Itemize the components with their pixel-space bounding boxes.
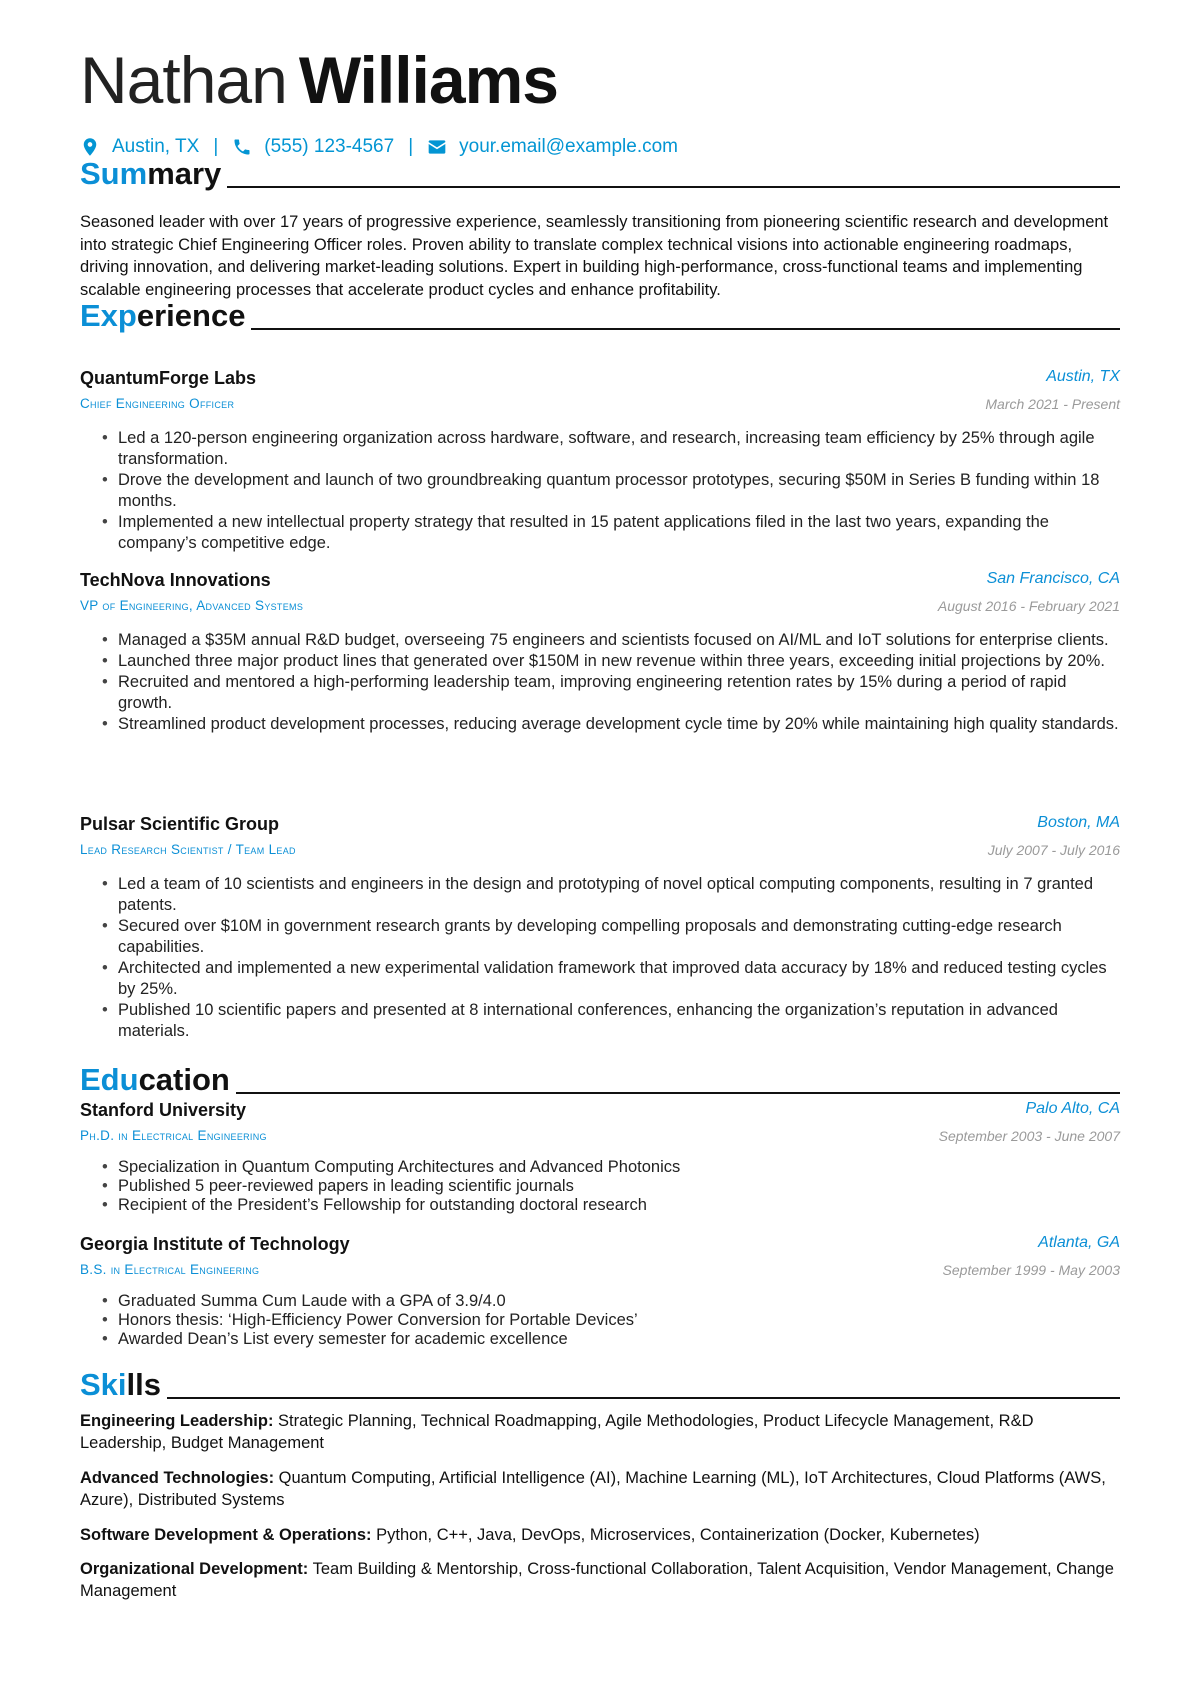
achievement-item: • Launched three major product lines that generated over $150M in new revenue within three years, exceeding initial projections by 20%.	[80, 651, 1120, 672]
experience-entry	[80, 570, 1120, 735]
job-title: Chief Engineering Officer	[80, 396, 235, 411]
company-name: Pulsar Scientific Group	[80, 814, 280, 834]
skill-group	[80, 1467, 1120, 1511]
achievement-item: • Drove the development and launch of two groundbreaking quantum processor prototypes, securing $50M in Series B funding within 18 months.	[80, 470, 1120, 512]
school-name: Stanford University	[80, 1100, 247, 1120]
education-entry	[80, 1100, 1120, 1215]
heading-rule	[167, 1397, 1120, 1399]
job-dates: August 2016 - February 2021	[937, 598, 1120, 614]
degree-title: B.S. in Electrical Engineering	[80, 1262, 260, 1277]
heading-rule	[236, 1092, 1120, 1094]
experience-heading	[80, 294, 1120, 334]
heading-rest: erience	[136, 298, 246, 333]
achievement-item: • Managed a $35M annual R&D budget, overseeing 75 engineers and scientists focused on AI/ML and IoT solutions for enterprise clients.	[80, 630, 1120, 651]
achievement-item: • Led a team of 10 scientists and engineers in the design and prototyping of novel optical computing components, resulting in 7 granted patents.	[80, 874, 1120, 916]
skill-label: Software Development & Operations:	[80, 1526, 372, 1544]
last-name: Williams	[298, 43, 558, 117]
skill-values: Team Building & Mentorship, Cross-functional Collaboration, Talent Acquisition, Vendor Management, Change Management	[80, 1560, 1114, 1600]
achievement-item: • Secured over $10M in government research grants by developing compelling proposals and demonstrating cutting-edge research capabilities.	[80, 916, 1120, 958]
study-dates: September 1999 - May 2003	[942, 1262, 1120, 1278]
contact-separator: |	[408, 136, 414, 157]
job-title: VP of Engineering, Advanced Systems	[80, 598, 304, 613]
skill-label: Advanced Technologies:	[80, 1469, 275, 1487]
heading-rest: lls	[126, 1367, 161, 1402]
education-detail-item: • Graduated Summa Cum Laude with a GPA of 3.9/4.0	[80, 1292, 1120, 1311]
experience-entry	[80, 368, 1120, 554]
skill-values: Quantum Computing, Artificial Intelligence (AI), Machine Learning (ML), IoT Architectures, Cloud Platforms (AWS, Azure), Distributed Systems	[80, 1469, 1106, 1509]
summary-heading	[80, 152, 1120, 192]
study-dates: September 2003 - June 2007	[938, 1128, 1120, 1144]
heading-rest: cation	[138, 1062, 230, 1097]
skill-values: Python, C++, Java, DevOps, Microservices, Containerization (Docker, Kubernetes)	[376, 1526, 980, 1544]
job-dates: March 2021 - Present	[985, 396, 1120, 412]
contact-separator: |	[213, 136, 219, 157]
skill-label: Engineering Leadership:	[80, 1412, 274, 1430]
job-location: Austin, TX	[1046, 368, 1120, 385]
degree-title: Ph.D. in Electrical Engineering	[80, 1128, 267, 1143]
job-location: San Francisco, CA	[986, 570, 1120, 587]
achievement-item: • Recruited and mentored a high-performing leadership team, improving engineering retention rates by 15% during a period of rapid growth.	[80, 672, 1120, 714]
resume-page	[80, 0, 1120, 1683]
education-detail-item: • Specialization in Quantum Computing Architectures and Advanced Photonics	[80, 1158, 1120, 1177]
skill-group	[80, 1410, 1120, 1454]
achievement-item: • Streamlined product development processes, reducing average development cycle time by 20% while maintaining high quality standards.	[80, 714, 1120, 735]
achievement-list	[80, 874, 1120, 1042]
achievement-item: • Led a 120-person engineering organization across hardware, software, and research, increasing team efficiency by 25% through agile transformation.	[80, 428, 1120, 470]
heading-accent: Edu	[80, 1062, 139, 1097]
summary-text: Seasoned leader with over 17 years of progressive experience, seamlessly transitioning from pioneering scientific research and development into strategic Chief Engineering Officer roles. Proven ability to translate complex technical visions into actionable engineering roadmaps, driving innovation, and delivering market-leading solutions. Expert in building high-performance, cross-functional teams and implementing scalable engineering processes that accelerate product cycles and enhance profitability.	[80, 213, 1109, 299]
location-text: Austin, TX	[112, 136, 200, 157]
job-location: Boston, MA	[1037, 814, 1120, 831]
experience-entry	[80, 814, 1120, 1042]
heading-accent: Ski	[80, 1367, 127, 1402]
skill-label: Organizational Development:	[80, 1560, 309, 1578]
job-dates: July 2007 - July 2016	[987, 842, 1120, 858]
skills-heading	[80, 1363, 1120, 1403]
education-entry	[80, 1234, 1120, 1349]
school-location: Atlanta, GA	[1038, 1234, 1120, 1251]
phone-text[interactable]: (555) 123-4567	[264, 136, 395, 157]
skill-group	[80, 1558, 1120, 1602]
education-detail-list	[80, 1292, 1120, 1349]
achievement-list	[80, 428, 1120, 554]
school-name: Georgia Institute of Technology	[80, 1234, 350, 1254]
heading-accent: Exp	[80, 298, 137, 333]
achievement-item: • Published 10 scientific papers and presented at 8 international conferences, enhancing the organization’s reputation in advanced materials.	[80, 1000, 1120, 1042]
skill-values: Strategic Planning, Technical Roadmapping, Agile Methodologies, Product Lifecycle Management, R&D Leadership, Budget Management	[80, 1412, 1034, 1452]
achievement-item: • Implemented a new intellectual property strategy that resulted in 15 patent applications filed in the last two years, expanding the company’s competitive edge.	[80, 512, 1120, 554]
skill-group	[80, 1524, 1120, 1546]
company-name: QuantumForge Labs	[80, 368, 257, 388]
education-detail-list	[80, 1158, 1120, 1215]
education-heading	[80, 1058, 1120, 1098]
heading-accent: Sum	[80, 156, 148, 191]
education-detail-item: • Recipient of the President’s Fellowship for outstanding doctoral research	[80, 1196, 1120, 1215]
job-title: Lead Research Scientist / Team Lead	[80, 842, 296, 857]
achievement-item: • Architected and implemented a new experimental validation framework that improved data accuracy by 18% and reduced testing cycles by 25%.	[80, 958, 1120, 1000]
first-name: Nathan	[80, 43, 287, 117]
education-detail-item: • Honors thesis: ‘High-Efficiency Power Conversion for Portable Devices’	[80, 1311, 1120, 1330]
school-location: Palo Alto, CA	[1025, 1100, 1120, 1117]
company-name: TechNova Innovations	[80, 570, 271, 590]
heading-rest: mary	[147, 156, 222, 191]
candidate-name	[80, 40, 558, 120]
heading-rule	[251, 328, 1120, 330]
education-detail-item: • Awarded Dean’s List every semester for academic excellence	[80, 1330, 1120, 1349]
achievement-list	[80, 630, 1120, 735]
education-detail-item: • Published 5 peer-reviewed papers in leading scientific journals	[80, 1177, 1120, 1196]
heading-rule	[227, 186, 1120, 188]
email-link[interactable]: your.email@example.com	[459, 136, 678, 157]
